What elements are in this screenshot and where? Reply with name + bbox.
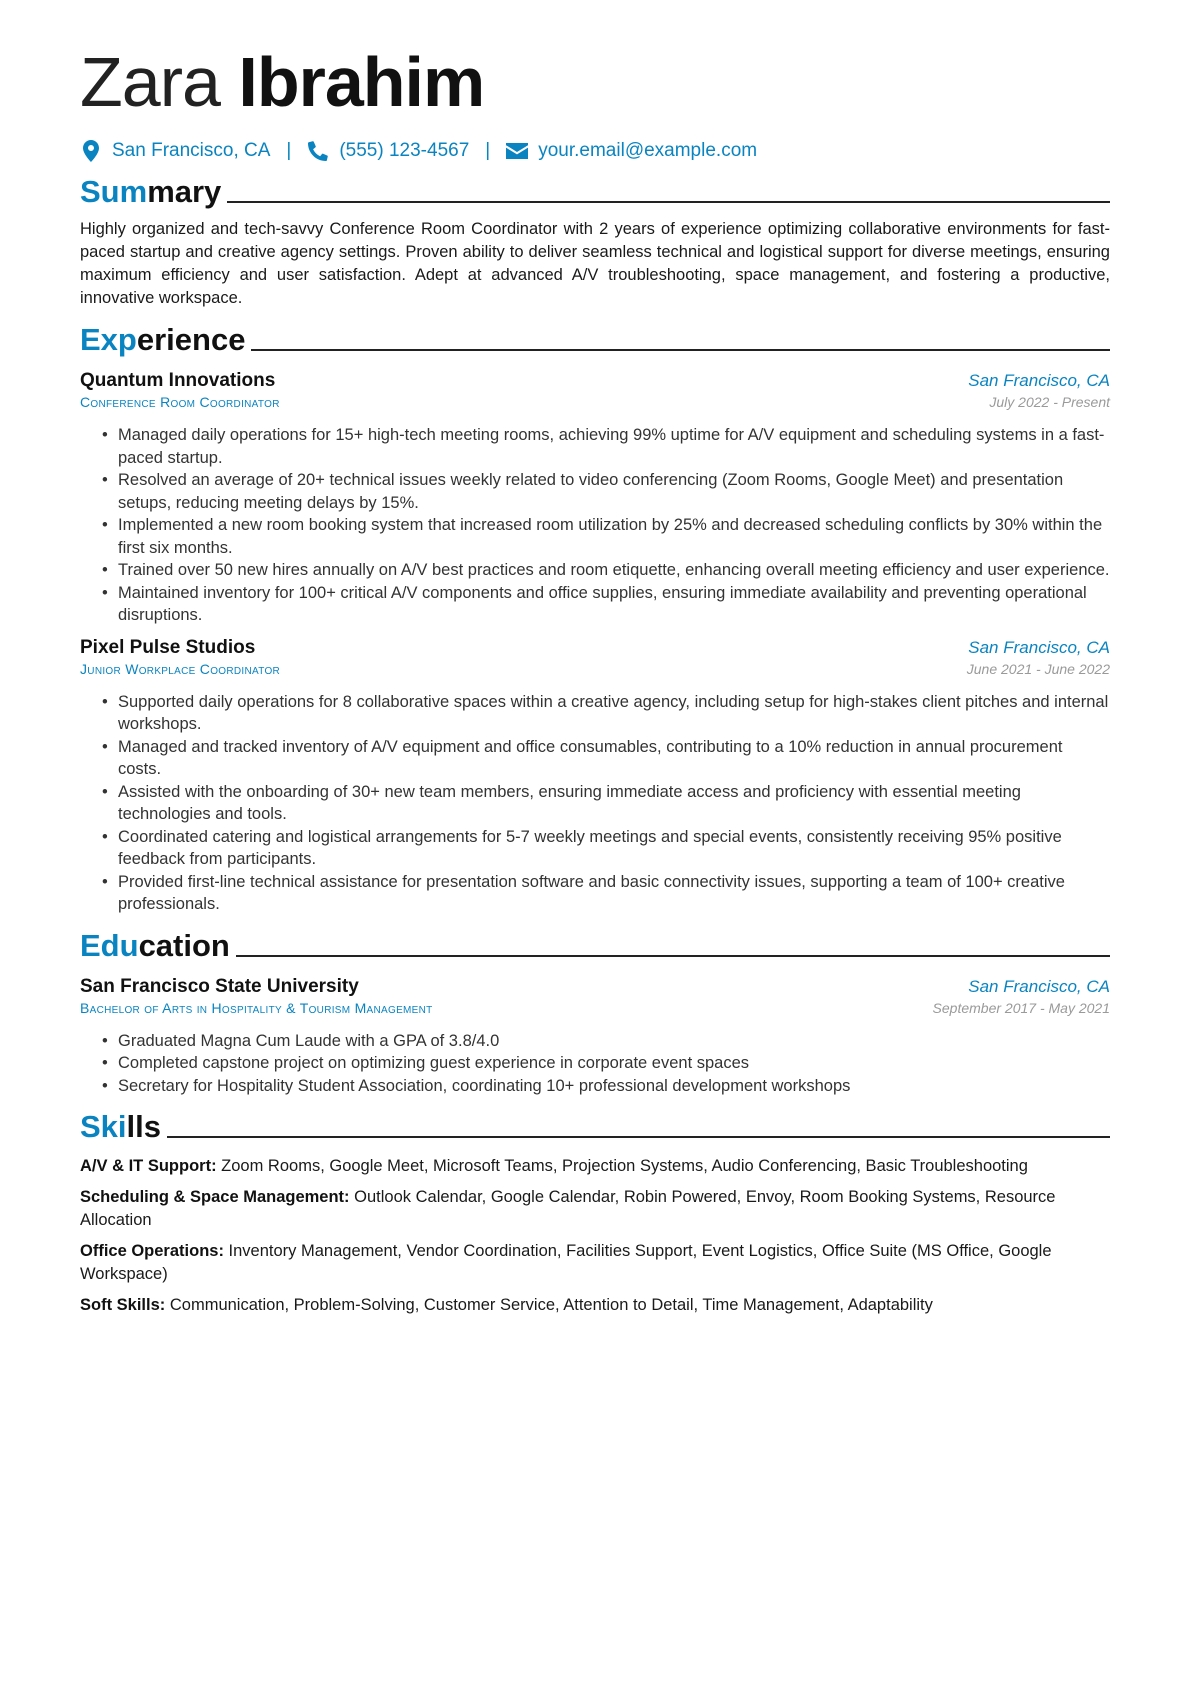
skill-value: Zoom Rooms, Google Meet, Microsoft Teams, Projection Systems, Audio Conferencing, Basic Troubleshooting — [221, 1157, 1028, 1175]
education-dates: September 2017 - May 2021 — [932, 999, 1110, 1016]
section-divider — [251, 349, 1110, 351]
section-title — [80, 320, 245, 360]
entry-header — [80, 976, 1110, 998]
skill-label: Soft Skills: — [80, 1296, 166, 1314]
list-item: • Resolved an average of 20+ technical issues weekly related to video conferencing (Zoom Rooms, Google Meet) and presentation setups, reducing meeting delays by 15%. — [102, 469, 1110, 514]
list-item: • Coordinated catering and logistical arrangements for 5-7 weekly meetings and special events, consistently receiving 95% positive feedback from participants. — [102, 826, 1110, 871]
title-highlight: Edu — [80, 927, 139, 963]
list-item: • Managed daily operations for 15+ high-tech meeting rooms, achieving 99% uptime for A/V equipment and scheduling systems in a fast-paced startup. — [102, 424, 1110, 469]
entry-header — [80, 370, 1110, 392]
job-title: Conference Room Coordinator — [80, 394, 280, 410]
entry-header — [80, 637, 1110, 659]
title-rest: mary — [147, 174, 222, 209]
skill-value: Outlook Calendar, Google Calendar, Robin Powered, Envoy, Room Booking Systems, Resource Allocation — [80, 1188, 1056, 1229]
company-name: Pixel Pulse Studios — [80, 636, 256, 658]
company-location: San Francisco, CA — [968, 637, 1110, 657]
title-highlight: Exp — [80, 322, 137, 357]
contact-separator: | — [485, 140, 491, 161]
section-title — [80, 172, 221, 212]
education-heading — [80, 926, 1110, 966]
candidate-name — [80, 38, 1110, 126]
list-item: • Graduated Magna Cum Laude with a GPA of 3.8/4.0 — [102, 1030, 1110, 1053]
list-item: • Supported daily operations for 8 collaborative spaces within a creative agency, including setup for high-stakes client pitches and internal workshops. — [102, 691, 1110, 736]
last-name: Ibrahim — [238, 43, 485, 121]
skill-label: Scheduling & Space Management: — [80, 1188, 350, 1206]
entry-subheader — [80, 998, 1110, 1016]
experience-entry — [80, 637, 1110, 916]
experience-entry — [80, 370, 1110, 627]
title-rest: cation — [138, 927, 230, 963]
map-pin-icon — [80, 140, 102, 162]
contact-separator: | — [286, 140, 292, 161]
list-item: • Managed and tracked inventory of A/V equipment and office consumables, contributing to a 10% reduction in annual procurement costs. — [102, 736, 1110, 781]
experience-heading — [80, 320, 1110, 360]
entry-subheader — [80, 659, 1110, 677]
title-highlight: Sum — [80, 174, 148, 209]
list-item: • Trained over 50 new hires annually on A/V best practices and room etiquette, enhancing overall meeting efficiency and user experience. — [102, 559, 1110, 582]
contact-location — [80, 140, 270, 162]
envelope-icon — [506, 140, 528, 162]
contact-email[interactable] — [506, 140, 757, 162]
first-name: Zara — [80, 43, 220, 121]
skill-value: Communication, Problem-Solving, Customer Service, Attention to Detail, Time Management, Adaptability — [169, 1296, 933, 1314]
section-title — [80, 1107, 161, 1147]
title-highlight: Ski — [80, 1109, 127, 1144]
list-item: • Completed capstone project on optimizing guest experience in corporate event spaces — [102, 1052, 1110, 1075]
skill-label: Office Operations: — [80, 1242, 224, 1260]
skill-row — [80, 1186, 1110, 1232]
section-divider — [167, 1136, 1110, 1138]
section-divider — [227, 201, 1110, 203]
education-entry — [80, 976, 1110, 1098]
job-dates: July 2022 - Present — [989, 394, 1110, 410]
job-title: Junior Workplace Coordinator — [80, 660, 281, 677]
company-location: San Francisco, CA — [968, 371, 1110, 390]
email-link: your.email@example.com — [538, 140, 758, 161]
education-list — [80, 1030, 1110, 1098]
school-name: San Francisco State University — [80, 975, 359, 997]
skills-list — [80, 1155, 1110, 1317]
school-location: San Francisco, CA — [968, 976, 1110, 996]
phone-text: (555) 123-4567 — [339, 140, 470, 161]
section-title — [80, 926, 230, 966]
job-dates: June 2021 - June 2022 — [966, 660, 1110, 677]
contact-bar — [80, 140, 1110, 162]
summary-heading — [80, 172, 1110, 212]
skills-heading — [80, 1107, 1110, 1147]
achievement-list — [80, 691, 1110, 916]
title-rest: erience — [136, 322, 246, 357]
location-text: San Francisco, CA — [112, 140, 271, 161]
skill-row — [80, 1240, 1110, 1286]
section-divider — [236, 955, 1110, 957]
summary-text: Highly organized and tech-savvy Conference Room Coordinator with 2 years of experience optimizing collaborative environments for fast-paced startup and creative agency settings. Proven ability to deliver seamless technical and logistical support for diverse meetings, ensuring maximum efficiency and user satisfaction. Adept at advanced A/V troubleshooting, space management, and fostering a productive, innovative workspace. — [80, 220, 1110, 307]
skill-label: A/V & IT Support: — [80, 1157, 217, 1175]
list-item: • Secretary for Hospitality Student Association, coordinating 10+ professional development workshops — [102, 1075, 1110, 1098]
achievement-list — [80, 424, 1110, 627]
list-item: • Provided first-line technical assistance for presentation software and basic connectivity issues, supporting a team of 100+ creative professionals. — [102, 871, 1110, 916]
title-rest: lls — [126, 1109, 161, 1144]
list-item: • Maintained inventory for 100+ critical A/V components and office supplies, ensuring immediate availability and preventing operational disruptions. — [102, 582, 1110, 627]
degree: Bachelor of Arts in Hospitality & Tourism Management — [80, 999, 433, 1016]
skill-row — [80, 1294, 1110, 1317]
entry-subheader — [80, 392, 1110, 410]
company-name: Quantum Innovations — [80, 370, 276, 391]
contact-phone[interactable] — [307, 140, 469, 162]
phone-icon — [307, 140, 329, 162]
skill-row — [80, 1155, 1110, 1178]
skill-value: Inventory Management, Vendor Coordination, Facilities Support, Event Logistics, Office Suite (MS Office, Google Workspace) — [80, 1242, 1052, 1283]
list-item: • Assisted with the onboarding of 30+ new team members, ensuring immediate access and proficiency with essential meeting technologies and tools. — [102, 781, 1110, 826]
list-item: • Implemented a new room booking system that increased room utilization by 25% and decreased scheduling conflicts by 30% within the first six months. — [102, 514, 1110, 559]
